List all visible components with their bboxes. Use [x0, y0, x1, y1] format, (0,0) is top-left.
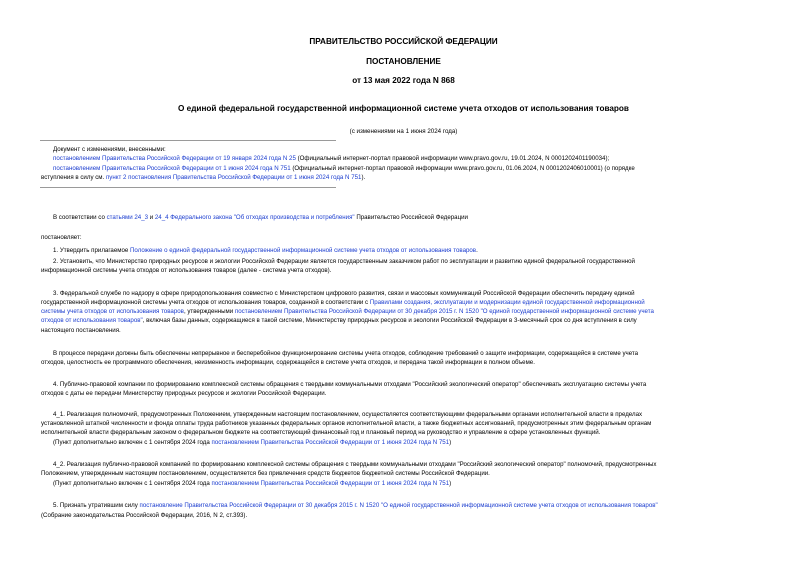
- rules-link[interactable]: Правилами создания, эксплуатации и модернизации единой государственной информационной: [369, 299, 645, 306]
- paragraph-3-line-3: [41, 308, 654, 316]
- amendment-note-1-text: (Пункт дополнительно включен с 1 сентября 2024 года: [53, 439, 212, 446]
- amendment-note-2-end: ): [449, 480, 452, 487]
- paragraph-3-line-2: [41, 299, 645, 307]
- divider-bottom: [40, 187, 336, 188]
- paragraph-5-line-1: [53, 502, 658, 510]
- change-text-2-cont: вступления в силу см.: [41, 174, 106, 181]
- paragraph-2-line-1: 2. Установить, что Министерство природных ресурсов и экологии Российской Федерации является государственным заказчиком работ по эксплуатации и развитию единой федеральной государственной: [53, 258, 635, 265]
- paragraph-3-mid: , утвержденными: [183, 308, 235, 315]
- change-link-3[interactable]: пункт 2 постановления Правительства Российской Федерации от 1 июня 2024 года N 751: [105, 174, 362, 181]
- decree-word: постановляет:: [41, 234, 82, 241]
- document-type: ПОСТАНОВЛЕНИЕ: [366, 57, 441, 66]
- divider-top: [40, 140, 336, 141]
- law-article-link-1[interactable]: статьями 24_3: [106, 214, 149, 221]
- preamble-conj: и: [148, 214, 155, 221]
- paragraph-3b-line-2: отходов, целостность ее программного обеспечения, неизменность информации, содержащейся в системе учета отходов, и передача такой информации в полном объеме.: [41, 359, 535, 366]
- paragraph-5-text: 5. Признать утратившим силу: [53, 502, 140, 509]
- paragraph-3-line-5: настоящего постановления.: [41, 327, 121, 334]
- paragraph-4-line-2: отходов с даты ее передачи Министерству природных ресурсов и экологии Российской Федерации.: [41, 390, 327, 397]
- paragraph-4-line-1: 4. Публично-правовой компании по формированию комплексной системы обращения с твердыми коммунальными отходами "Российский экологический оператор" обеспечивать эксплуатацию системы учета: [53, 381, 647, 388]
- paragraph-3-line-4: [41, 317, 637, 325]
- paragraph-4-1-line-3: исполнительной власти федеральным законом о федеральном бюджете на соответствующий финансовый год и плановый период на руководство и управление в сфере установленных функций.: [41, 429, 601, 436]
- change-item-2-cont: [41, 174, 365, 182]
- amendment-link-1[interactable]: постановлением Правительства Российской Федерации от 1 июня 2024 года N 751: [211, 439, 450, 446]
- amendment-note-1: [53, 439, 451, 447]
- change-text-1: (Официальный интернет-портал правовой информации www.pravo.gov.ru, 19.01.2024, N 0001202401190034);: [295, 155, 610, 162]
- paragraph-1-text: 1. Утвердить прилагаемое: [53, 247, 131, 254]
- repealed-decree-link[interactable]: постановление Правительства Российской Федерации от 30 декабря 2015 г. N 1520 "О единой государственной информационной системе учета отходов от использования товаров": [139, 502, 658, 509]
- paragraph-4-1-line-1: 4_1. Реализация полномочий, предусмотренных Положением, утвержденным настоящим постановлением, осуществляется соответствующими федеральными органами исполнительной власти в пределах: [53, 411, 643, 418]
- change-item-2: [53, 165, 635, 173]
- rules-link-cont[interactable]: системы учета отходов от использования товаров: [41, 308, 184, 315]
- change-link-2[interactable]: постановлением Правительства Российской Федерации от 1 июня 2024 года N 751: [53, 165, 291, 172]
- preamble-text: В соответствии со: [53, 214, 107, 221]
- change-link-1[interactable]: постановлением Правительства Российской Федерации от 19 января 2024 года N 25: [53, 155, 296, 162]
- decree-1520-link[interactable]: постановлением Правительства Российской Федерации от 30 декабря 2015 г. N 1520 "О единой государственной информационной системе учета: [234, 308, 654, 315]
- amendment-note-2: [53, 480, 451, 488]
- preamble-end: Правительство Российской Федерации: [354, 214, 468, 221]
- paragraph-3-rest: , включая базы данных, содержащиеся в такой системе, Министерству природных ресурсов и экологии Российской Федерации в 3-месячный срок со дня вступления в силу: [142, 317, 637, 324]
- paragraph-4-2-line-1: 4_2. Реализация публично-правовой компанией по формированию комплексной системы обращения с твердыми коммунальными отходами "Российский экологический оператор" полномочий, предусмотренных: [53, 461, 657, 468]
- change-text-2: (Официальный интернет-портал правовой информации www.pravo.gov.ru, 01.06.2024, N 0001202406010001) (о порядке: [290, 165, 635, 172]
- change-text-2-end: ).: [361, 174, 366, 181]
- law-article-link-2[interactable]: 24_4 Федерального закона "Об отходах производства и потребления": [154, 214, 355, 221]
- paragraph-3b-line-1: В процессе передачи должны быть обеспечены непрерывное и бесперебойное функционирование системы учета отходов, соблюдение требований о защите информации, содержащейся в системе учета: [53, 350, 639, 357]
- paragraph-3-line-1: 3. Федеральной службе по надзору в сфере природопользования совместно с Министерством цифрового развития, связи и массовых коммуникаций Российской Федерации обеспечить передачу единой: [53, 290, 635, 297]
- document-title: О единой федеральной государственной информационной системе учета отходов от использования товаров: [178, 104, 629, 113]
- paragraph-2-line-2: информационной системы учета отходов от использования товаров (далее - система учета отходов).: [41, 267, 332, 274]
- change-item-1: [53, 155, 609, 163]
- paragraph-4-2-line-2: Положением, утвержденным настоящим постановлением, осуществляется без привлечения средств бюджетов бюджетной системы Российской Федерации.: [41, 470, 490, 477]
- government-name: ПРАВИТЕЛЬСТВО РОССИЙСКОЙ ФЕДЕРАЦИИ: [309, 37, 498, 46]
- changes-intro: Документ с изменениями, внесенными:: [53, 146, 166, 153]
- decree-1520-link-cont[interactable]: отходов от использования товаров": [41, 317, 143, 324]
- paragraph-3-text: государственной информационной системы учета отходов от использования товаров, созданной в соответствии с: [41, 299, 370, 306]
- paragraph-4-1-line-2: установленной штатной численности и фонда оплаты труда работников указанных федеральных органов исполнительной власти, а также бюджетных ассигнований, предусмотренных этим федеральным органам: [41, 420, 652, 427]
- paragraph-1: [53, 247, 478, 255]
- document-date-number: от 13 мая 2022 года N 868: [352, 76, 455, 85]
- paragraph-1-end: .: [476, 247, 478, 254]
- preamble: [53, 214, 468, 222]
- regulation-link[interactable]: Положение о единой федеральной государственной информационной системе учета отходов от использования товаров: [130, 247, 477, 254]
- amendment-note-1-end: ): [449, 439, 452, 446]
- amendment-link-2[interactable]: постановлением Правительства Российской Федерации от 1 июня 2024 года N 751: [211, 480, 450, 487]
- edition-note: (с изменениями на 1 июня 2024 года): [349, 128, 458, 135]
- amendment-note-2-text: (Пункт дополнительно включен с 1 сентября 2024 года: [53, 480, 212, 487]
- paragraph-5-line-2: (Собрание законодательства Российской Федерации, 2016, N 2, ст.393).: [41, 512, 248, 519]
